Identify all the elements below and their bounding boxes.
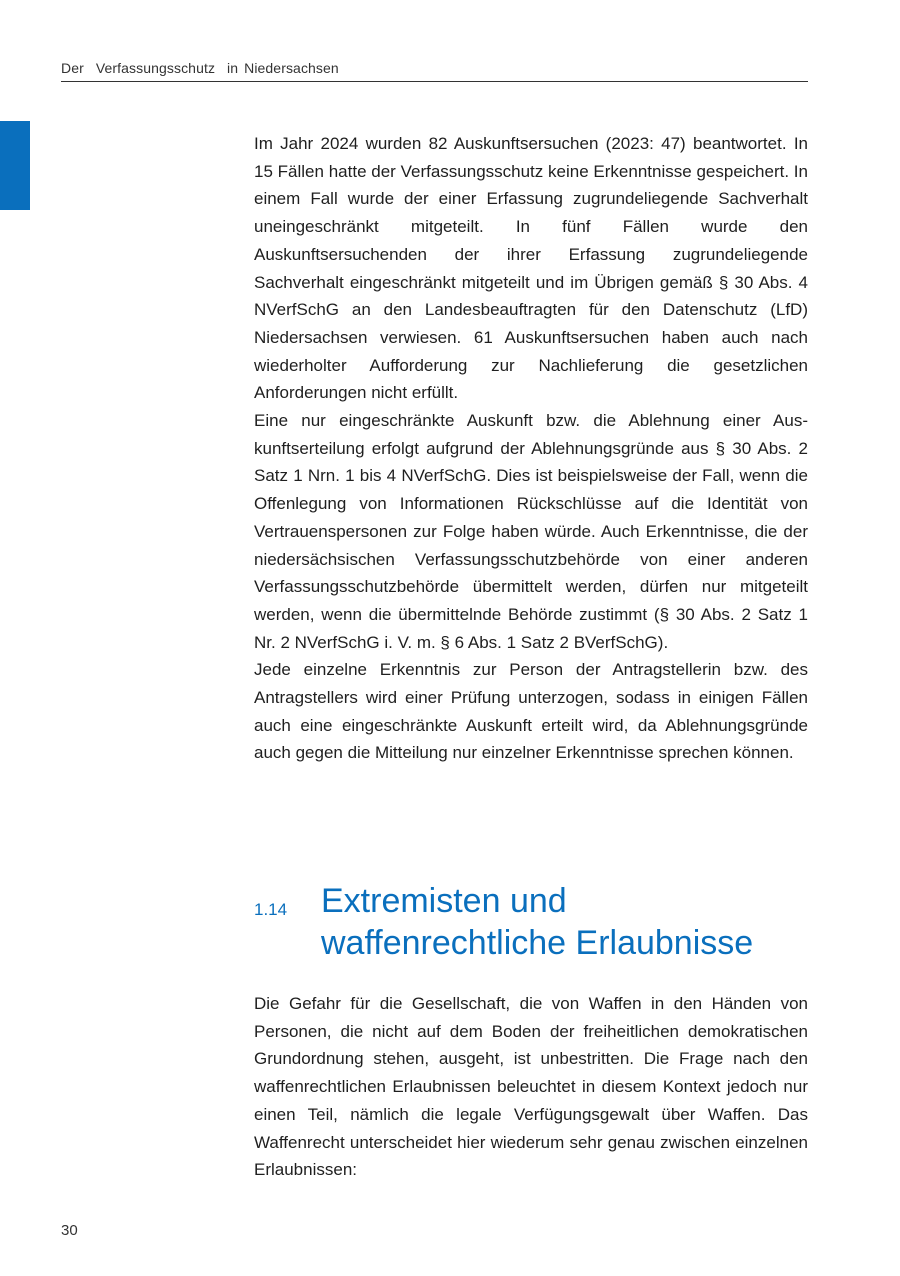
intro-text-block xyxy=(254,130,808,767)
page-number: 30 xyxy=(61,1222,78,1239)
section-number: 1.14 xyxy=(254,900,288,919)
paragraph: Die Gefahr für die Gesellschaft, die von Waffen in den Händen von Personen, die nicht auf dem Boden der freiheitlichen demokratischen Grundordnung stehen, ausgeht, ist unbestritten. Die Frage nach den waffenrechtlichen Erlaubnissen beleuchtet in diesem Kontext jedoch nur einen Teil, nämlich die legale Verfügungsgewalt über Waffen. Das Waffenrecht unterscheidet hier wiederum sehr genau zwischen einzelnen Erlaubnissen: xyxy=(254,994,808,1180)
paragraph: Im Jahr 2024 wurden 82 Auskunftsersuchen (2023: 47) beantwortet. In 15 Fällen hatte der Verfassungsschutz keine Erkenntnisse gespeichert. In einem Fall wurde der einer Erfassung zugrundeliegende Sachverhalt uneingeschränkt mitgeteilt. In fünf Fällen wurde den Auskunftsersuchenden der ihrer Erfassung zugrundeliegende Sachverhalt eingeschränkt mitgeteilt und im Übrigen gemäß § 30 Abs. 4 NVerfSchG an den Landesbeauftragten für den Datenschutz (LfD) Niedersachsen verwiesen. 61 Auskunftsersuchen haben auch nach wiederholter Aufforderung zur Nachlieferung die gesetzlichen Anforderungen nicht erfüllt. xyxy=(254,134,808,403)
section-text-block xyxy=(254,990,808,1184)
running-header xyxy=(61,58,808,82)
chapter-side-tab xyxy=(0,121,30,210)
section-title: Extremisten und waffenrechtliche Erlaubnisse xyxy=(321,882,754,962)
paragraph: Jede einzelne Erkenntnis zur Person der Antragstellerin bzw. des Antragstellers wird einer Prüfung unterzogen, sodass in einigen Fällen auch eine eingeschränkte Auskunft erteilt wird, da Ablehnungsgründe auch gegen die Mitteilung nur einzelner Erkenntnisse sprechen können. xyxy=(254,660,808,763)
paragraph: Eine nur eingeschränkte Auskunft bzw. die Ablehnung einer Auskunftserteilung erfolgt aufgrund der Ablehnungsgründe aus § 30 Abs. 2 Satz 1 Nrn. 1 bis 4 NVerfSchG. Dies ist beispielsweise der Fall, wenn die Offenlegung von Informationen Rückschlüsse auf die Identität von Vertrauenspersonen zur Folge haben würde. Auch Erkenntnisse, die der niedersächsischen Verfassungsschutzbehörde von einer anderen Verfassungsschutzbehörde übermittelt werden, dürfen nur mitgeteilt werden, wenn die übermittelnde Behörde zustimmt (§ 30 Abs. 2 Satz 1 Nr. 2 NVerfSchG i. V. m. § 6 Abs. 1 Satz 2 BVerfSchG). xyxy=(254,411,808,652)
running-header-title: Der Verfassungsschutz in Niedersachsen xyxy=(61,60,339,76)
